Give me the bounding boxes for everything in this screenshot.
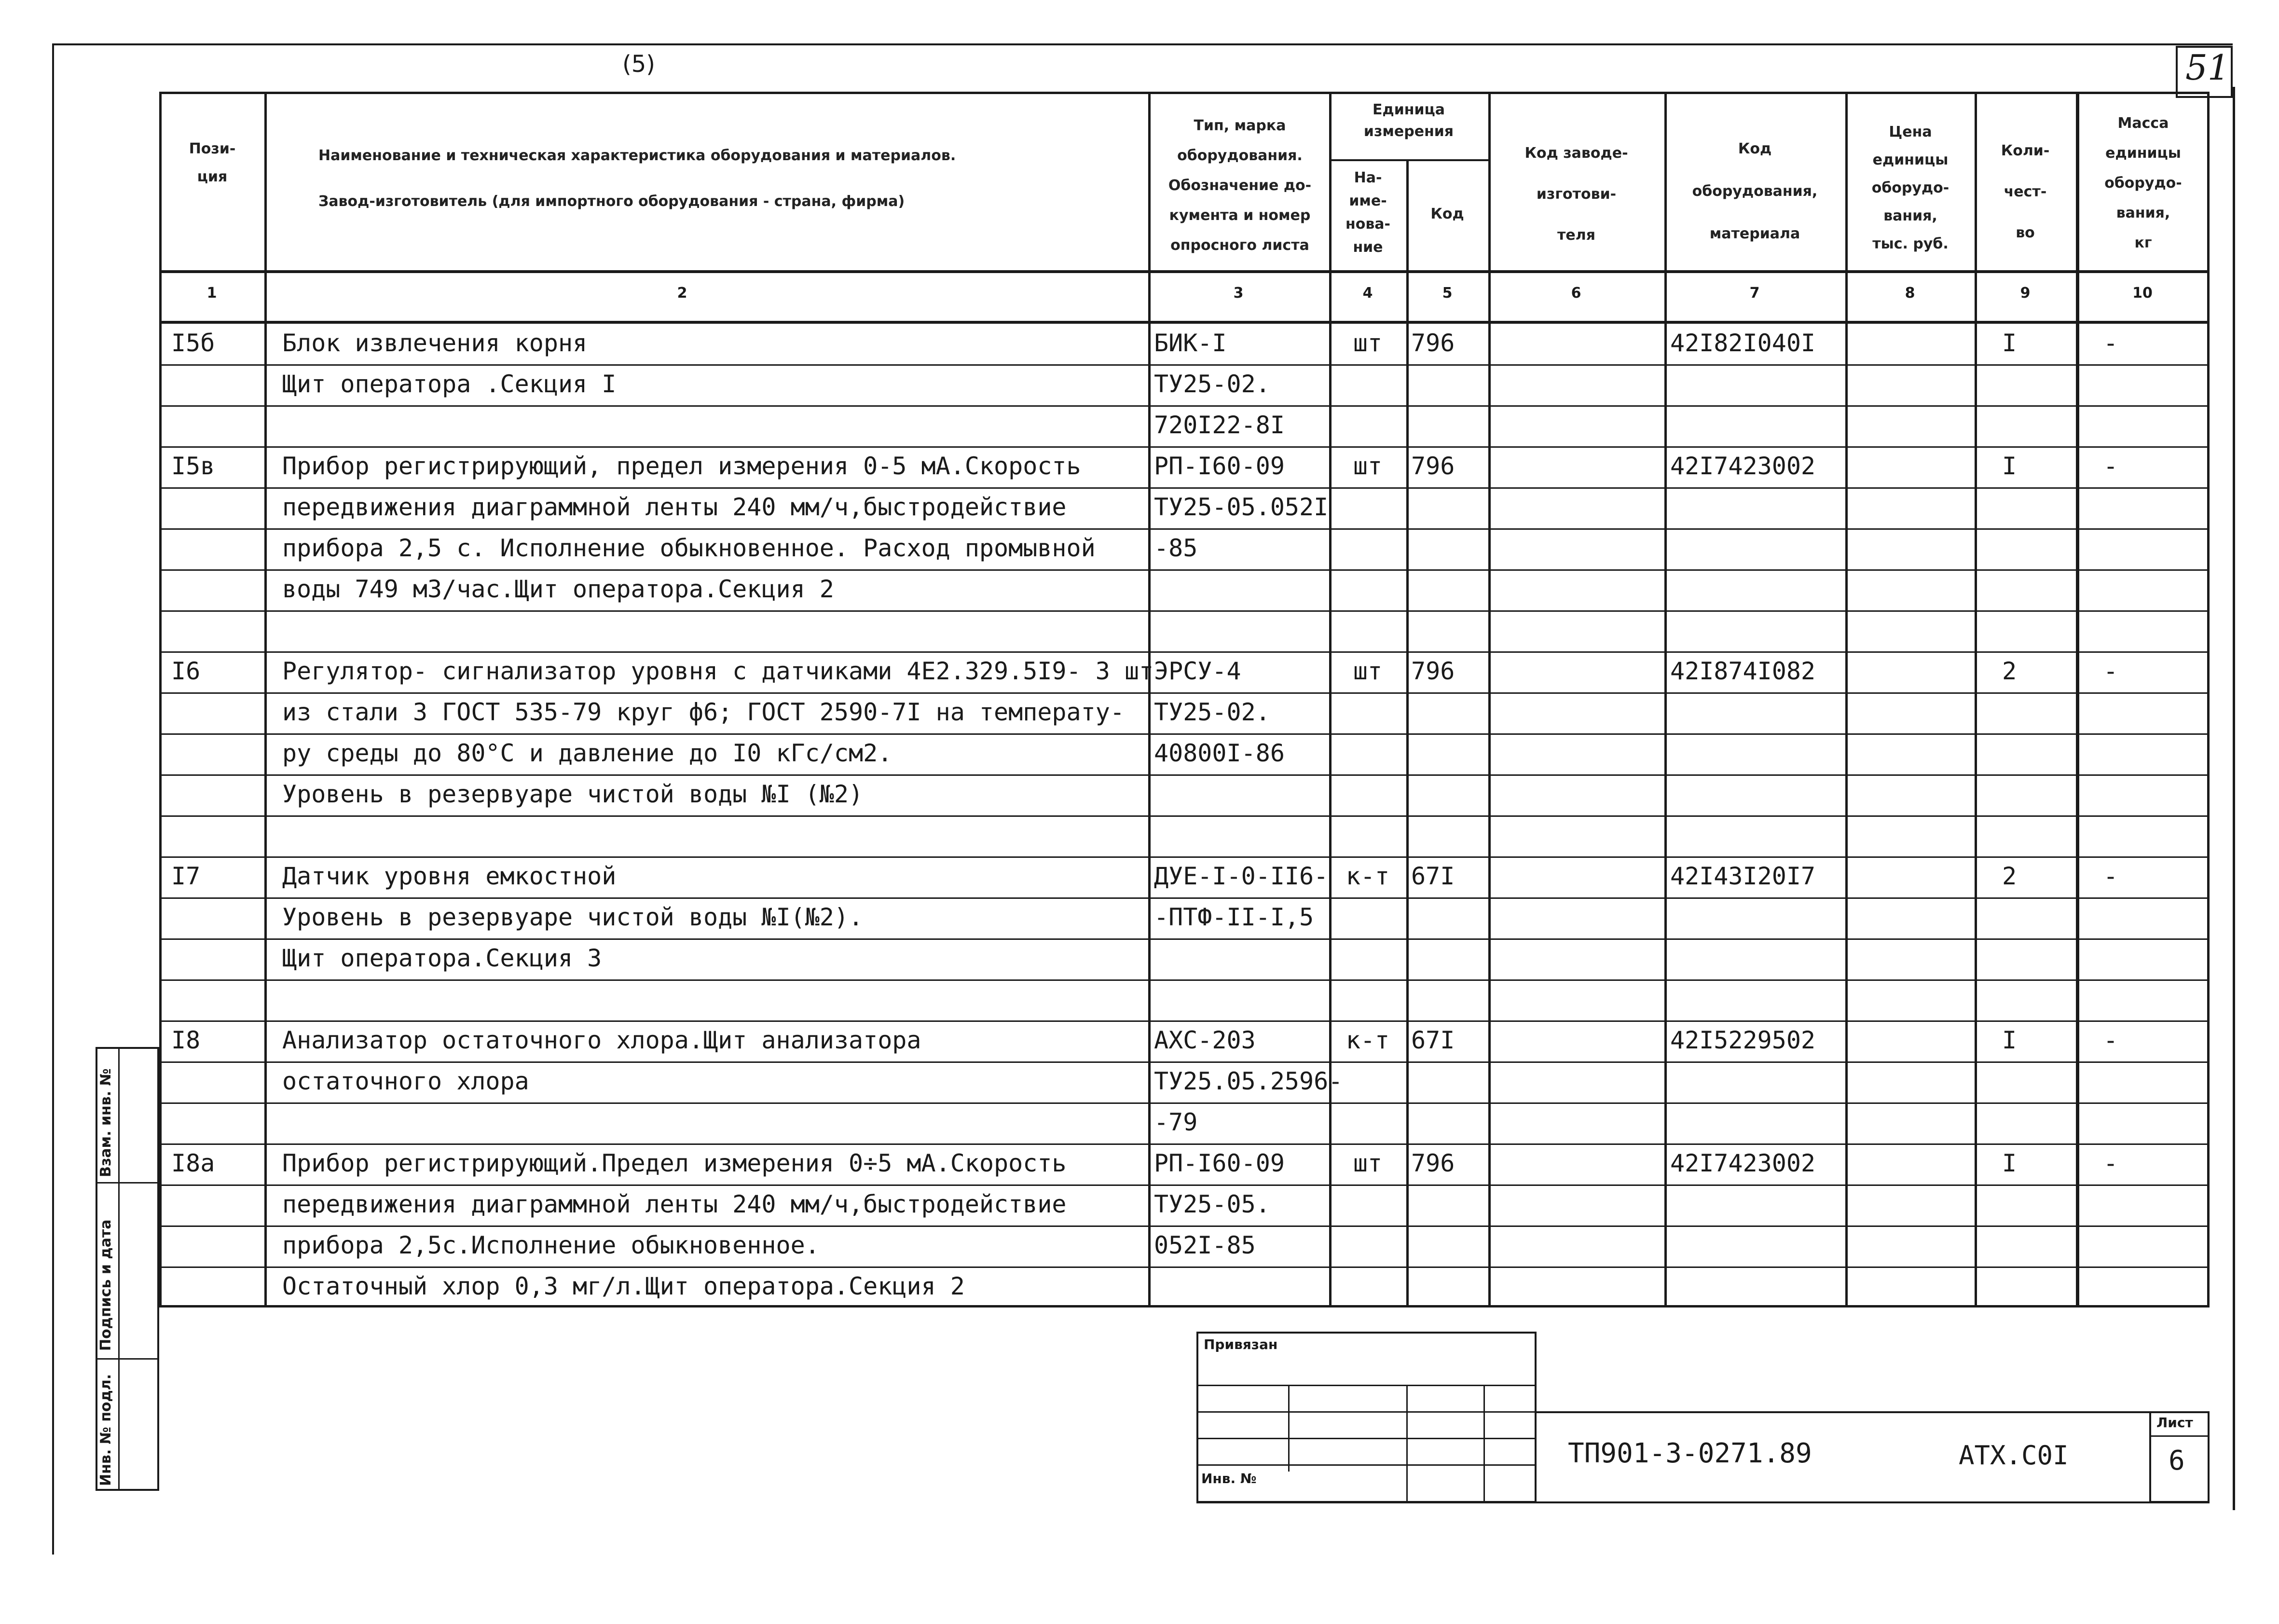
cell-qty: I (2002, 1149, 2017, 1177)
cell-unit: к-т (1345, 862, 1390, 890)
column-number: 10 (2132, 285, 2153, 302)
inv-number-label: Инв. № (1201, 1471, 1257, 1486)
cell-desc: Остаточный хлор 0,3 мг/л.Щит оператора.Секция 2 (282, 1272, 965, 1300)
cell-type: 720I22-8I (1154, 411, 1285, 439)
cell-type: ТУ25-02. (1154, 370, 1270, 398)
cell-code: 67I (1411, 862, 1455, 890)
cell-equip-code: 42I43I20I7 (1670, 862, 1816, 890)
header-unit-name (1331, 166, 1405, 259)
row-separator (159, 897, 2210, 899)
column-number: 9 (2020, 285, 2031, 302)
document-code: ТП901-3-0271.89 (1568, 1438, 1812, 1469)
cell-mass: - (2103, 329, 2118, 357)
sheet-box-divider (2149, 1435, 2210, 1437)
left-margin-line (52, 44, 54, 1555)
cell-code: 796 (1411, 657, 1455, 685)
top-border-line (52, 43, 2233, 45)
unit-group-line (1329, 159, 1488, 161)
header-text: вания, (1883, 207, 1937, 224)
column-number: 7 (1749, 285, 1760, 302)
cell-mass: - (2103, 657, 2118, 685)
column-number: 4 (1362, 285, 1373, 302)
title-block-top-line (1537, 1411, 2210, 1413)
row-separator (159, 405, 2210, 407)
cell-equip-code: 42I5229502 (1670, 1026, 1816, 1054)
header-text: Единица (1373, 101, 1445, 118)
cell-type: РП-I60-09 (1154, 452, 1285, 480)
column-number: 3 (1233, 285, 1244, 302)
cell-type: ТУ25-02. (1154, 698, 1270, 726)
header-text: опросного листа (1170, 237, 1309, 254)
cell-desc: из стали 3 ГОСТ 535-79 круг ф6; ГОСТ 2590-7I на температу- (282, 698, 1125, 726)
bound-line-4 (1196, 1464, 1537, 1466)
replaced-inv-label: Взам. инв. № (97, 1068, 114, 1177)
header-type (1153, 111, 1327, 261)
header-text: оборудования, (1692, 183, 1818, 200)
row-separator (159, 1225, 2210, 1227)
cell-qty: I (2002, 452, 2017, 480)
cell-desc: Щит оператора.Секция 3 (282, 944, 602, 972)
header-text: оборудо- (1871, 179, 1950, 196)
bound-line-1 (1196, 1385, 1537, 1386)
cell-type: -ПТФ-II-I,5 (1154, 903, 1314, 931)
row-separator (159, 1184, 2210, 1186)
cell-type: -85 (1154, 534, 1198, 562)
header-text: тыс. руб. (1872, 235, 1949, 252)
bound-line-3 (1196, 1438, 1537, 1439)
side-stamp-divider (118, 1047, 120, 1491)
header-text: Масса (2117, 115, 2169, 132)
column-number: 6 (1571, 285, 1581, 302)
header-text: Код (1738, 140, 1772, 157)
cell-desc: остаточного хлора (282, 1067, 529, 1095)
inv-original-label: Инв. № подл. (97, 1374, 114, 1486)
cell-type: ТУ25-05. (1154, 1190, 1270, 1218)
cell-desc: Уровень в резервуаре чистой воды №I (№2) (282, 780, 864, 808)
cell-type: -79 (1154, 1108, 1198, 1136)
row-separator (159, 1020, 2210, 1022)
cell-desc: Прибор регистрирующий.Предел измерения 0÷5 мА.Скорость (282, 1149, 1067, 1177)
row-separator (159, 610, 2210, 612)
sheet-label: Лист (2156, 1415, 2193, 1431)
cell-type: ТУ25-05.052I (1154, 493, 1329, 521)
top-mark: (5) (622, 51, 655, 78)
header-text: чест- (2004, 183, 2047, 200)
cell-pos: I6 (171, 657, 201, 685)
cell-unit: к-т (1345, 1026, 1390, 1054)
header-text: кумента и номер (1169, 207, 1311, 224)
header-bottom-line (159, 270, 2210, 273)
cell-equip-code: 42I82I040I (1670, 329, 1816, 357)
header-text: Коли- (2001, 142, 2050, 159)
column-number: 8 (1905, 285, 1915, 302)
header-text: На- (1354, 169, 1382, 186)
cell-type: РП-I60-09 (1154, 1149, 1285, 1177)
cell-desc: Блок извлечения корня (282, 329, 588, 357)
cell-desc: Щит оператора .Секция I (282, 370, 617, 398)
header-text: единицы (1872, 151, 1949, 168)
header-text: ция (197, 168, 228, 185)
cell-type: ЭРСУ-4 (1154, 657, 1241, 685)
sign-date-label: Подпись и дата (97, 1219, 114, 1351)
cell-qty: I (2002, 329, 2017, 357)
row-separator (159, 1102, 2210, 1104)
header-text: Цена (1889, 124, 1932, 140)
cell-unit: шт (1353, 657, 1383, 685)
col-sep-9 (2076, 92, 2079, 1307)
cell-unit: шт (1353, 1149, 1383, 1177)
header-text: материала (1709, 225, 1800, 242)
row-separator (159, 487, 2210, 489)
col-sep-3 (1329, 92, 1332, 1307)
col-sep-5 (1488, 92, 1491, 1307)
row-separator (159, 692, 2210, 694)
cell-type: 052I-85 (1154, 1231, 1256, 1259)
col-sep-7 (1845, 92, 1848, 1307)
cell-type: ДУЕ-I-0-II6- (1154, 862, 1329, 890)
cell-desc: воды 749 м3/час.Щит оператора.Секция 2 (282, 575, 834, 603)
row-separator (159, 1061, 2210, 1063)
row-separator (159, 774, 2210, 776)
colnum-bottom-line (159, 321, 2210, 324)
header-text: вания, (2116, 205, 2170, 221)
cell-pos: I8а (171, 1149, 215, 1177)
header-text: измерения (1363, 123, 1454, 140)
bound-label: Привязан (1204, 1336, 1278, 1352)
header-unit-code: Код (1430, 206, 1464, 222)
cell-type: ТУ25.05.2596- (1154, 1067, 1343, 1095)
col-sep-8 (1975, 92, 1977, 1307)
header-text: кг (2134, 234, 2152, 251)
header-text: Тип, марка (1194, 117, 1286, 134)
col-sep-1 (264, 92, 267, 1307)
header-unit-mass (2079, 109, 2207, 258)
row-separator (159, 364, 2210, 366)
column-number: 5 (1442, 285, 1453, 302)
cell-type: БИК-I (1154, 329, 1227, 357)
cell-desc: прибора 2,5с.Исполнение обыкновенное. (282, 1231, 820, 1259)
cell-code: 67I (1411, 1026, 1455, 1054)
cell-desc: Датчик уровня емкостной (282, 862, 617, 890)
cell-desc: ру среды до 80°С и давление до I0 кГс/см2. (282, 739, 892, 767)
cell-code: 796 (1411, 452, 1455, 480)
side-stamp-sep-2 (96, 1358, 159, 1360)
row-separator (159, 815, 2210, 817)
header-text: име- (1349, 193, 1387, 209)
row-separator (159, 938, 2210, 940)
cell-mass: - (2103, 452, 2118, 480)
bound-col-2 (1406, 1385, 1408, 1503)
header-text: единицы (2105, 145, 2181, 162)
sheet-number: 6 (2169, 1445, 2185, 1476)
cell-desc: передвижения диаграммной ленты 240 мм/ч,быстродействие (282, 493, 1067, 521)
bound-col-1 (1288, 1385, 1290, 1472)
cell-desc: Регулятор- сигнализатор уровня с датчиками 4Е2.329.5I9- 3 шт (282, 657, 1154, 685)
header-description (289, 133, 1129, 224)
cell-unit: шт (1353, 329, 1383, 357)
cell-pos: I5в (171, 452, 215, 480)
cell-equip-code: 42I874I082 (1670, 657, 1816, 685)
cell-desc: передвижения диаграммной ленты 240 мм/ч,быстродействие (282, 1190, 1067, 1218)
header-text: оборудования. (1177, 147, 1303, 164)
row-separator (159, 569, 2210, 571)
cell-type: 40800I-86 (1154, 739, 1285, 767)
right-margin-line (2233, 87, 2235, 1510)
cell-code: 796 (1411, 329, 1455, 357)
header-unit-group (1332, 99, 1486, 142)
row-separator (159, 1143, 2210, 1145)
header-equipment-code (1667, 128, 1843, 255)
header-manufacturer-code (1491, 133, 1662, 256)
header-text: теля (1557, 227, 1595, 244)
row-separator (159, 733, 2210, 735)
header-text: Пози- (189, 140, 236, 157)
cell-pos: I5б (171, 329, 215, 357)
cell-mass: - (2103, 1149, 2118, 1177)
cell-pos: I8 (171, 1026, 201, 1054)
row-separator (159, 979, 2210, 981)
column-number: 2 (677, 285, 687, 302)
row-separator (159, 651, 2210, 653)
cell-pos: I7 (171, 862, 201, 890)
row-separator (159, 1266, 2210, 1268)
row-separator (159, 856, 2210, 858)
row-separator (159, 528, 2210, 530)
header-text: Обозначение до- (1168, 177, 1312, 194)
row-separator (159, 446, 2210, 448)
bound-line-2 (1196, 1411, 1537, 1413)
cell-code: 796 (1411, 1149, 1455, 1177)
corner-sheet-number: 51 (2185, 47, 2230, 88)
cell-qty: 2 (2002, 657, 2017, 685)
header-position (164, 135, 261, 191)
cell-desc: Уровень в резервуаре чистой воды №I(№2). (282, 903, 864, 931)
header-text: Завод-изготовитель (для импортного оборудования - страна, фирма) (318, 193, 905, 210)
cell-mass: - (2103, 862, 2118, 890)
cell-qty: 2 (2002, 862, 2017, 890)
header-text: Наименование и техническая характеристика оборудования и материалов. (318, 147, 956, 164)
title-block-bottom-line (1196, 1501, 2210, 1503)
cell-unit: шт (1353, 452, 1383, 480)
header-quantity (1977, 130, 2073, 253)
side-stamp-sep-1 (96, 1182, 159, 1184)
header-text: изготови- (1536, 186, 1617, 203)
header-text: оборудо- (2104, 175, 2182, 192)
column-number: 1 (206, 285, 217, 302)
bound-col-3 (1483, 1385, 1485, 1503)
cell-desc: прибора 2,5 с. Исполнение обыкновенное. Расход промывной (282, 534, 1096, 562)
col-sep-2 (1148, 92, 1151, 1307)
header-text: ние (1353, 239, 1383, 256)
header-text: нова- (1345, 216, 1391, 233)
cell-mass: - (2103, 1026, 2118, 1054)
cell-desc: Прибор регистрирующий, предел измерения 0-5 мА.Скорость (282, 452, 1081, 480)
cell-desc: Анализатор остаточного хлора.Щит анализатора (282, 1026, 921, 1054)
sheet-code: АТХ.С0I (1959, 1440, 2069, 1471)
cell-equip-code: 42I7423002 (1670, 1149, 1816, 1177)
col-sep-6 (1664, 92, 1667, 1307)
header-text: во (2016, 224, 2035, 241)
cell-type: АХС-203 (1154, 1026, 1256, 1054)
cell-qty: I (2002, 1026, 2017, 1054)
header-unit-price (1848, 118, 1973, 258)
cell-equip-code: 42I7423002 (1670, 452, 1816, 480)
header-text: Код заводе- (1524, 145, 1628, 162)
